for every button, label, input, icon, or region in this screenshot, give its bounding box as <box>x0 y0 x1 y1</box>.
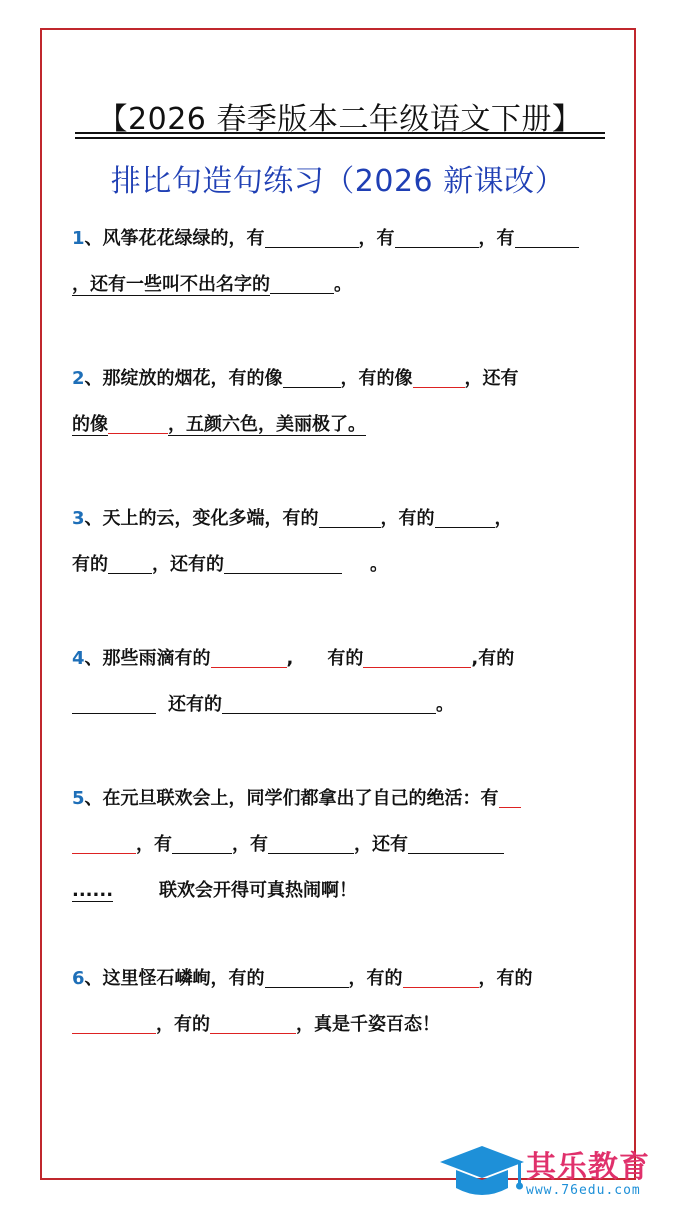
answer-blank[interactable] <box>499 787 521 808</box>
logo-name: 其乐教育 <box>526 1150 650 1185</box>
question-5-line-3: ...... 联欢会开得可真热闹啊！ <box>72 880 358 901</box>
answer-blank[interactable] <box>268 833 354 854</box>
question-1-line-2: ，还有一些叫不出名字的 。 <box>72 274 352 295</box>
answer-blank[interactable] <box>72 833 136 854</box>
answer-blank[interactable] <box>270 273 334 294</box>
title-underline <box>75 132 605 134</box>
answer-blank[interactable] <box>108 413 168 434</box>
answer-blank[interactable] <box>515 227 579 248</box>
answer-blank[interactable] <box>172 833 232 854</box>
answer-blank[interactable] <box>265 967 349 988</box>
answer-blank[interactable] <box>108 553 152 574</box>
question-number: 6 <box>72 968 85 989</box>
answer-blank[interactable] <box>211 647 287 668</box>
answer-blank[interactable] <box>224 553 342 574</box>
answer-blank[interactable] <box>395 227 479 248</box>
question-number: 2 <box>72 368 85 389</box>
question-6-line-2: ，有的 ，真是千姿百态！ <box>72 1012 632 1038</box>
answer-blank[interactable] <box>265 227 359 248</box>
title-underline-second <box>75 137 605 139</box>
question-2-line-2: 的像 ，五颜六色，美丽极了。 <box>72 414 366 435</box>
answer-blank[interactable] <box>222 693 436 714</box>
question-1-line-1: 1、风筝花花绿绿的，有 ，有 ，有 <box>72 226 632 252</box>
worksheet-title: 【2026 春季版本二年级语文下册】 <box>97 102 583 137</box>
answer-blank[interactable] <box>413 367 465 388</box>
question-number: 4 <box>72 648 85 669</box>
answer-blank[interactable] <box>319 507 381 528</box>
question-4-line-1: 4、那些雨滴有的 , 有的 ,有的 <box>72 648 515 669</box>
logo-url: www.76edu.com <box>526 1183 641 1198</box>
answer-blank[interactable] <box>283 367 341 388</box>
question-number: 1 <box>72 228 85 249</box>
answer-blank[interactable] <box>408 833 504 854</box>
answer-blank[interactable] <box>435 507 495 528</box>
worksheet-subtitle: 排比句造句练习（2026 新课改） <box>110 164 566 199</box>
question-2-line-1: 2、那绽放的烟花，有的像 ，有的像 ，还有 <box>72 368 519 389</box>
answer-blank[interactable] <box>403 967 479 988</box>
question-6-line-1: 6、这里怪石嶙峋，有的 ，有的 ，有的 <box>72 968 533 989</box>
question-5-line-1: 5、在元旦联欢会上，同学们都拿出了自己的绝活：有 <box>72 786 632 812</box>
question-number: 5 <box>72 788 85 809</box>
question-3-line-1: 3、天上的云，变化多端，有的 ，有的 ， <box>72 508 513 529</box>
question-number: 3 <box>72 508 85 529</box>
answer-blank[interactable] <box>72 693 156 714</box>
page-border <box>40 28 636 1180</box>
question-4-line-2: 还有的 。 <box>72 692 632 718</box>
answer-blank[interactable] <box>363 647 471 668</box>
question-3-line-2: 有的 ，还有的 。 <box>72 554 388 575</box>
question-5-line-2: ，有 ，有 ，还有 <box>72 832 632 858</box>
answer-blank[interactable] <box>72 1013 156 1034</box>
answer-blank[interactable] <box>210 1013 296 1034</box>
